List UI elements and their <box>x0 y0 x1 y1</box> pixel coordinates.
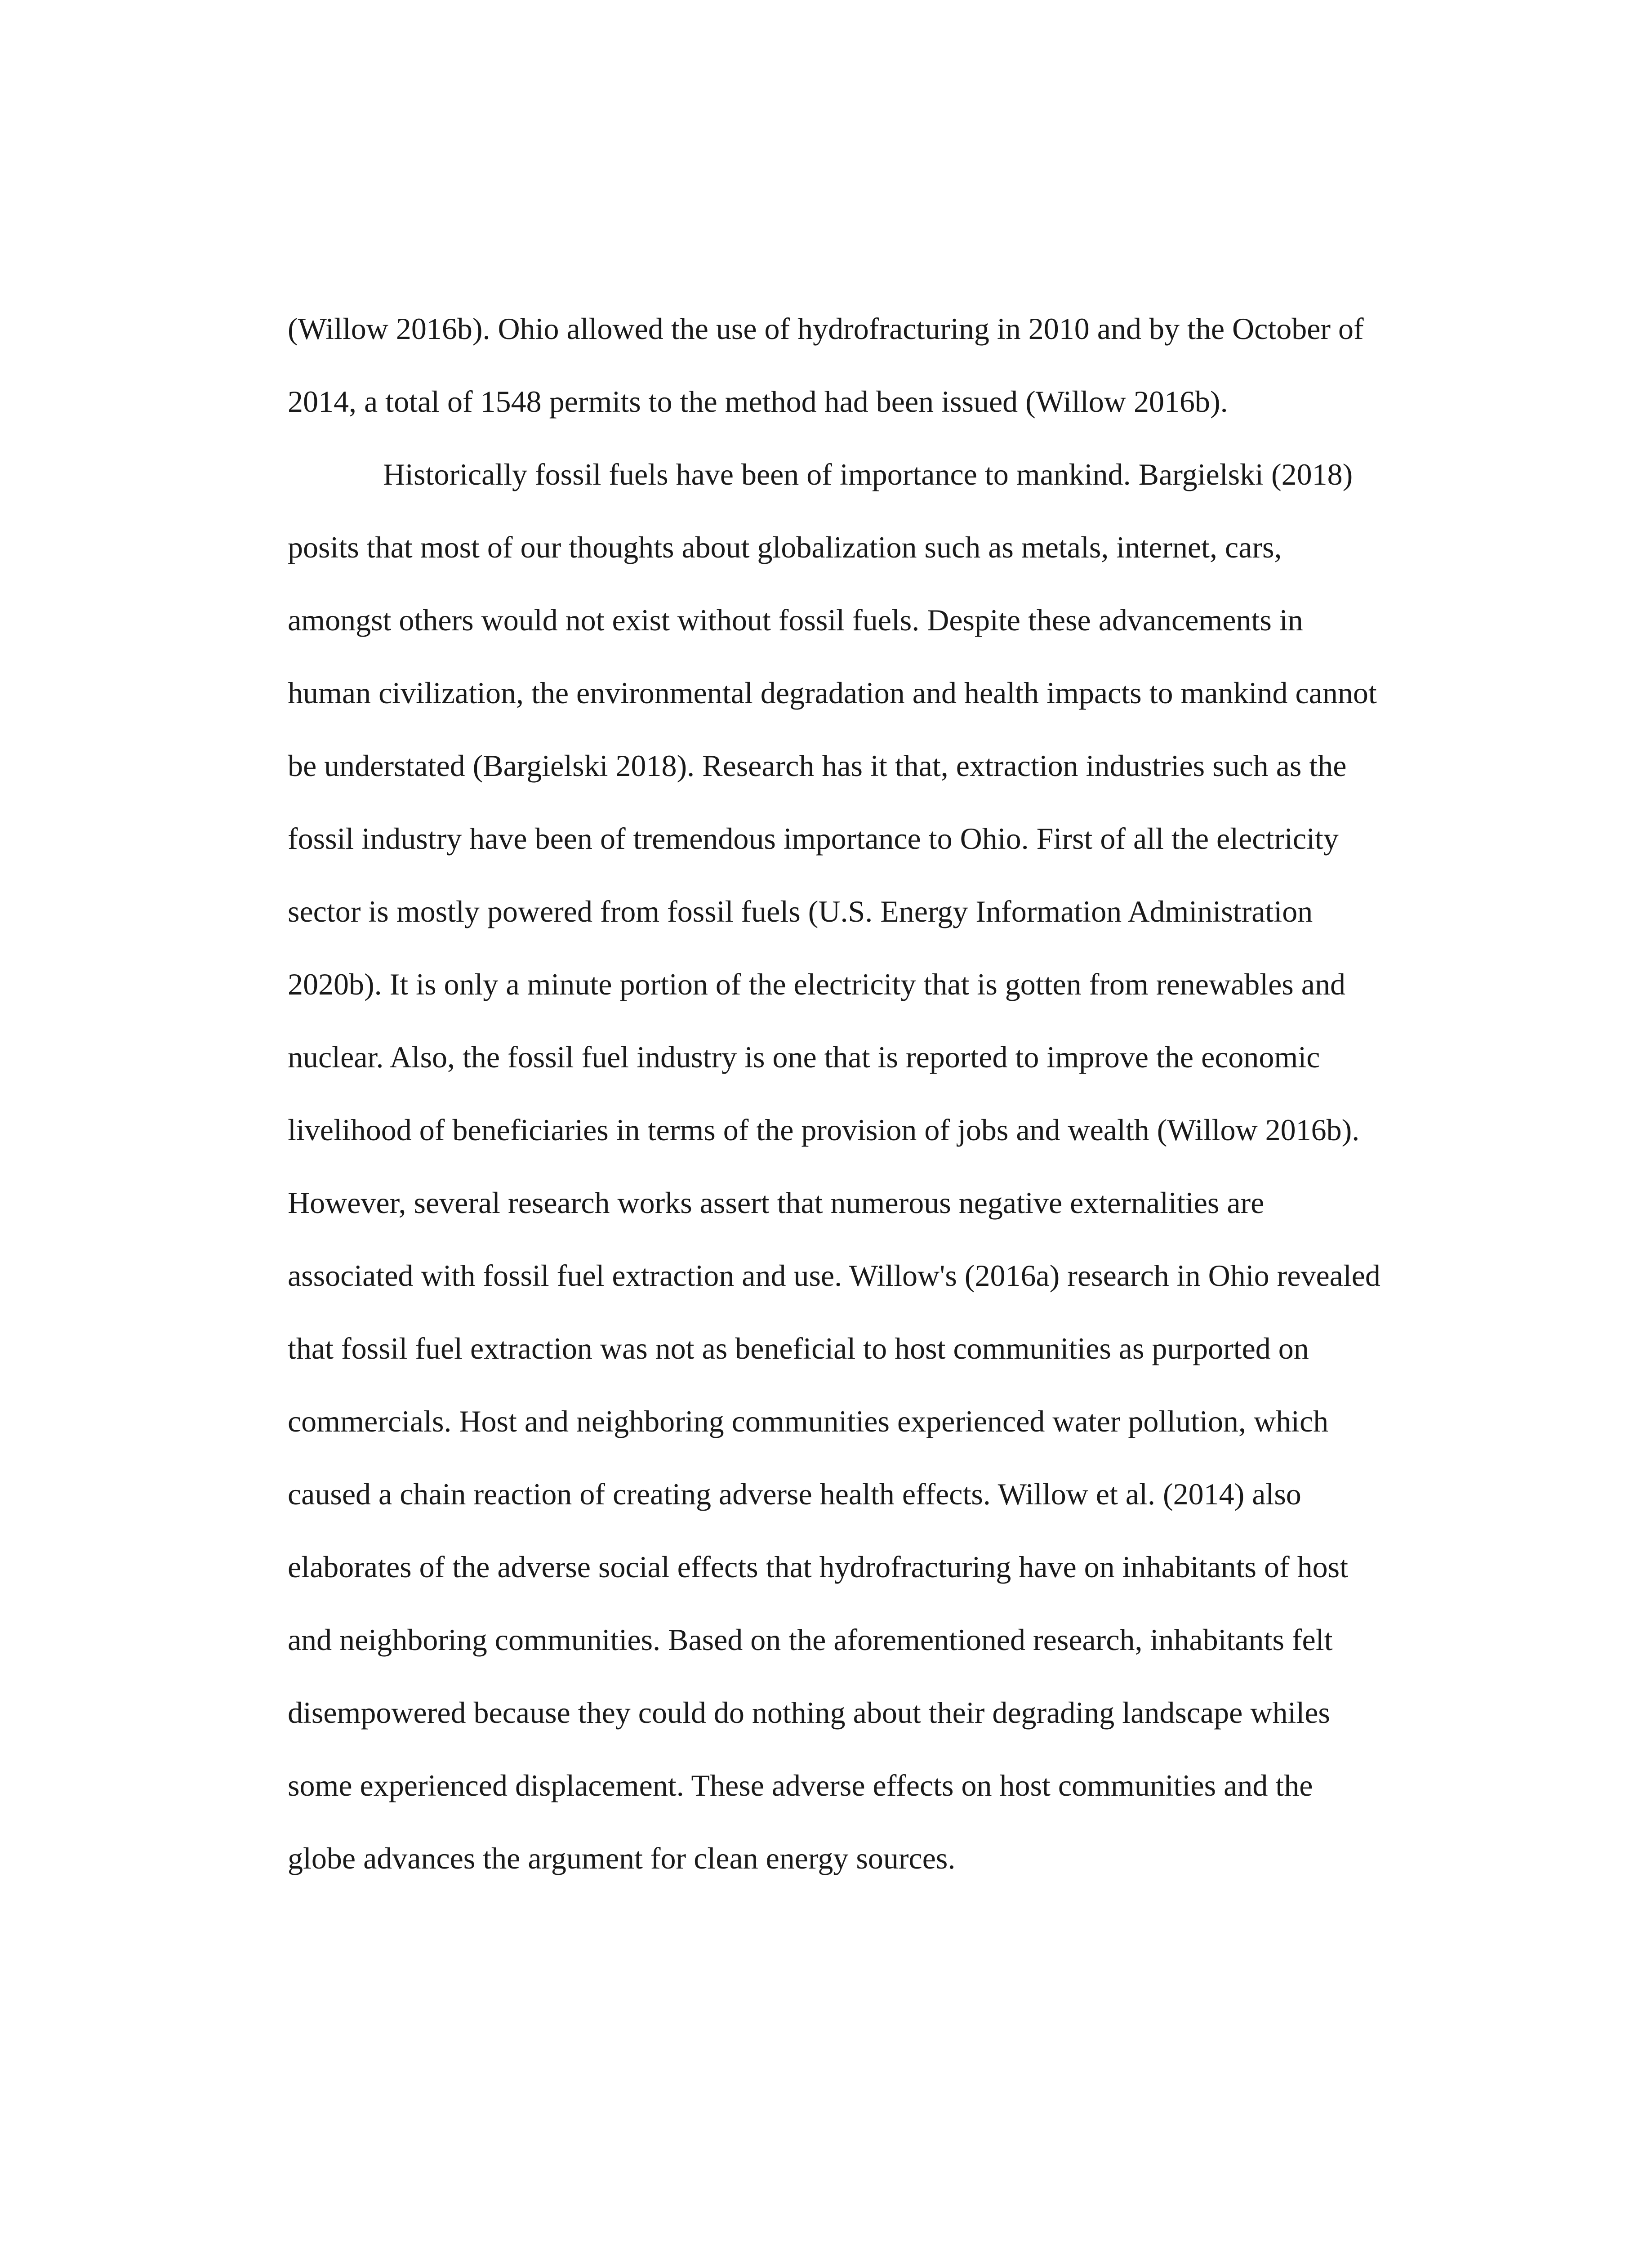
text-line: 2020b). It is only a minute portion of the electricity that is gotten from renewables and <box>288 967 1345 1001</box>
body-text <box>288 292 1438 1895</box>
text-line: fossil industry have been of tremendous importance to Ohio. First of all the electricity <box>288 821 1339 856</box>
text-line: globe advances the argument for clean energy sources. <box>288 1841 956 1875</box>
text-line: human civilization, the environmental degradation and health impacts to mankind cannot <box>288 676 1377 710</box>
text-line: (Willow 2016b). Ohio allowed the use of hydrofracturing in 2010 and by the October of <box>288 312 1364 346</box>
text-line: disempowered because they could do nothing about their degrading landscape whiles <box>288 1695 1330 1730</box>
text-line: that fossil fuel extraction was not as beneficial to host communities as purported on <box>288 1331 1309 1365</box>
text-line: caused a chain reaction of creating adverse health effects. Willow et al. (2014) also <box>288 1477 1301 1511</box>
text-line: and neighboring communities. Based on the aforementioned research, inhabitants felt <box>288 1623 1333 1657</box>
text-line: posits that most of our thoughts about globalization such as metals, internet, cars, <box>288 530 1282 564</box>
text-line: be understated (Bargielski 2018). Research has it that, extraction industries such as the <box>288 749 1347 783</box>
text-line: elaborates of the adverse social effects that hydrofracturing have on inhabitants of host <box>288 1550 1349 1584</box>
text-line: nuclear. Also, the fossil fuel industry is one that is reported to improve the economic <box>288 1040 1320 1074</box>
text-line: commercials. Host and neighboring communities experienced water pollution, which <box>288 1404 1329 1438</box>
text-line: some experienced displacement. These adverse effects on host communities and the <box>288 1768 1313 1802</box>
paragraph-start-line: Historically fossil fuels have been of importance to mankind. Bargielski (2018) <box>383 457 1353 491</box>
text-line: 2014, a total of 1548 permits to the method had been issued (Willow 2016b). <box>288 384 1228 419</box>
text-line: livelihood of beneficiaries in terms of the provision of jobs and wealth (Willow 2016b). <box>288 1113 1360 1147</box>
text-line: associated with fossil fuel extraction and use. Willow's (2016a) research in Ohio revealed <box>288 1258 1380 1293</box>
text-line: However, several research works assert that numerous negative externalities are <box>288 1186 1265 1220</box>
text-line: amongst others would not exist without fossil fuels. Despite these advancements in <box>288 603 1303 637</box>
text-line: sector is mostly powered from fossil fuels (U.S. Energy Information Administration <box>288 894 1313 928</box>
